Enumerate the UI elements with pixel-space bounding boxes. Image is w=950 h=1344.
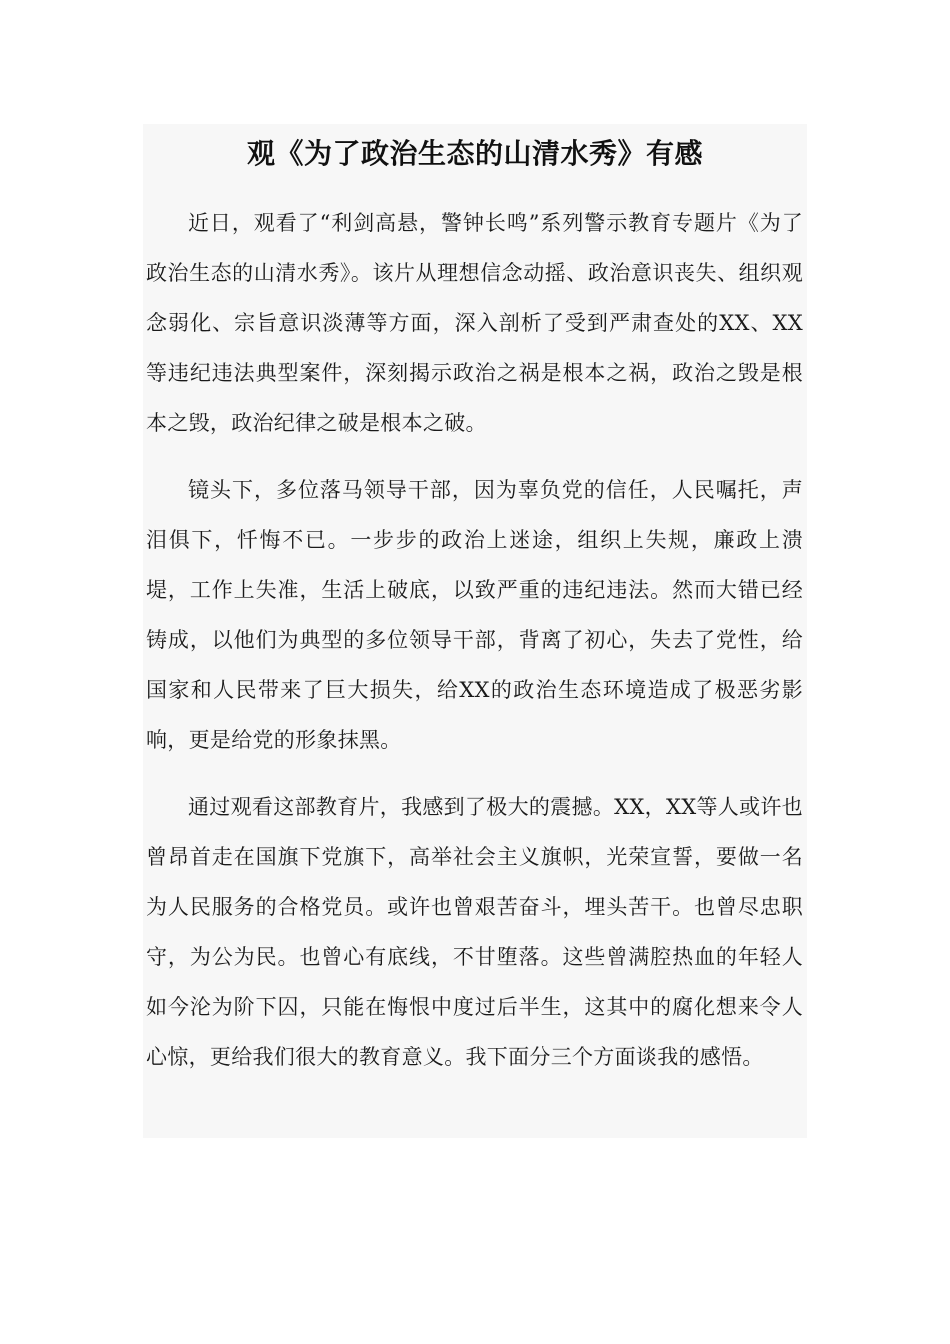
paragraph-1: 近日，观看了“利剑高悬，警钟长鸣”系列警示教育专题片《为了政治生态的山清水秀》。该片从理想信念动摇、政治意识丧失、组织观念弱化、宗旨意识淡薄等方面，深入剖析了受到严肃查处的XX、XX等违纪违法典型案件，深刻揭示政治之祸是根本之祸，政治之毁是根本之毁，政治纪律之破是根本之破。 xyxy=(146,211,803,435)
paragraph-2: 镜头下，多位落马领导干部，因为辜负党的信任，人民嘱托，声泪俱下，忏悔不已。一步步的政治上迷途，组织上失规，廉政上溃堤，工作上失准，生活上破底，以致严重的违纪违法。然而大错已经铸成，以他们为典型的多位领导干部，背离了初心，失去了党性，给国家和人民带来了巨大损失，给XX的政治生态环境造成了极恶劣影响，更是给党的形象抹黑。 xyxy=(146,478,803,752)
paragraph-3: 通过观看这部教育片，我感到了极大的震撼。XX，XX等人或许也曾昂首走在国旗下党旗下，高举社会主义旗帜，光荣宣誓，要做一名为人民服务的合格党员。或许也曾艰苦奋斗，埋头苦干。也曾尽忠职守，为公为民。也曾心有底线，不甘堕落。这些曾满腔热血的年轻人如今沦为阶下囚，只能在悔恨中度过后半生，这其中的腐化想来令人心惊，更给我们很大的教育意义。我下面分三个方面谈我的感悟。 xyxy=(146,795,803,1069)
article-body xyxy=(143,124,807,1138)
document-title: 观《为了政治生态的山清水秀》有感 xyxy=(246,137,703,170)
